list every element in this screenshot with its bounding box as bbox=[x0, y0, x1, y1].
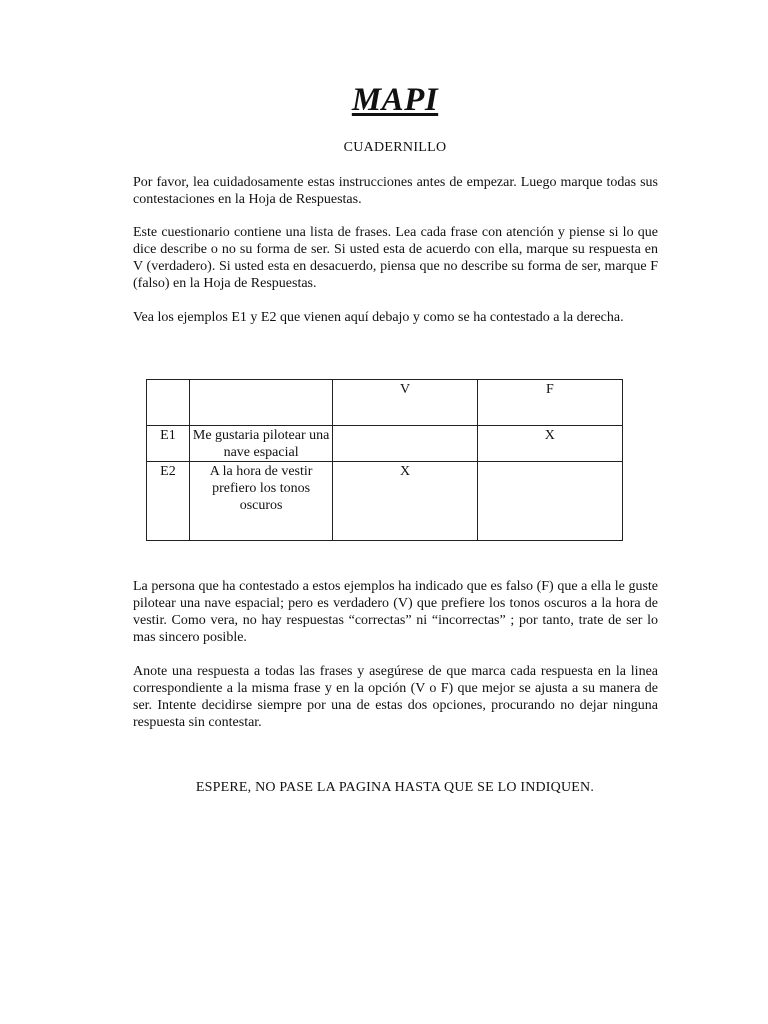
table-row bbox=[147, 462, 623, 541]
table-header-v: V bbox=[333, 380, 477, 426]
table-header-cell bbox=[147, 380, 190, 426]
example-answer-f bbox=[477, 462, 622, 541]
example-statement: Me gustaria pilotear una nave espacial bbox=[189, 426, 333, 462]
instruction-paragraph: Este cuestionario contiene una lista de frases. Lea cada frase con atención y piense si lo que dice describe o no su forma de ser. Si usted esta de acuerdo con ella, marque su respuesta en V (verdadero). Si usted esta en desacuerdo, piensa que no describe su forma de ser, marque F (falso) en la Hoja de Respuestas. bbox=[133, 225, 658, 291]
example-answer-v: X bbox=[333, 462, 477, 541]
table-header-f: F bbox=[477, 380, 622, 426]
explanation-paragraph: La persona que ha contestado a estos ejemplos ha indicado que es falso (F) que a ella le guste pilotear una nave espacial; pero es verdadero (V) que prefiere los tonos oscuros a la hora de vestir. Como vera, no hay respuestas “correctas” ni “incorrectas” ; por tanto, trate de ser lo mas sincero posible. bbox=[133, 579, 658, 645]
instruction-paragraph: Vea los ejemplos E1 y E2 que vienen aquí debajo y como se ha contestado a la derecha. bbox=[133, 310, 624, 325]
explanation-paragraph: Anote una respuesta a todas las frases y asegúrese de que marca cada respuesta en la linea correspondiente a la misma frase y en la opción (V o F) que mejor se ajusta a su manera de ser. Intente decidirse siempre por una de estas dos opciones, procurando no dejar ninguna respuesta sin contestar. bbox=[133, 664, 658, 730]
document-title: MAPI bbox=[351, 82, 439, 118]
example-answer-f: X bbox=[477, 426, 622, 462]
example-table bbox=[146, 379, 623, 541]
instruction-paragraph: Por favor, lea cuidadosamente estas instrucciones antes de empezar. Luego marque todas sus contestaciones en la Hoja de Respuestas. bbox=[133, 175, 658, 207]
example-answer-v bbox=[333, 426, 477, 462]
table-row bbox=[147, 426, 623, 462]
example-statement: A la hora de vestir prefiero los tonos oscuros bbox=[189, 462, 333, 541]
document-subtitle: CUADERNILLO bbox=[343, 140, 447, 155]
table-header-row bbox=[147, 380, 623, 426]
table-header-cell bbox=[189, 380, 333, 426]
wait-notice: ESPERE, NO PASE LA PAGINA HASTA QUE SE LO INDIQUEN. bbox=[195, 780, 595, 795]
example-id: E2 bbox=[147, 462, 190, 541]
example-id: E1 bbox=[147, 426, 190, 462]
